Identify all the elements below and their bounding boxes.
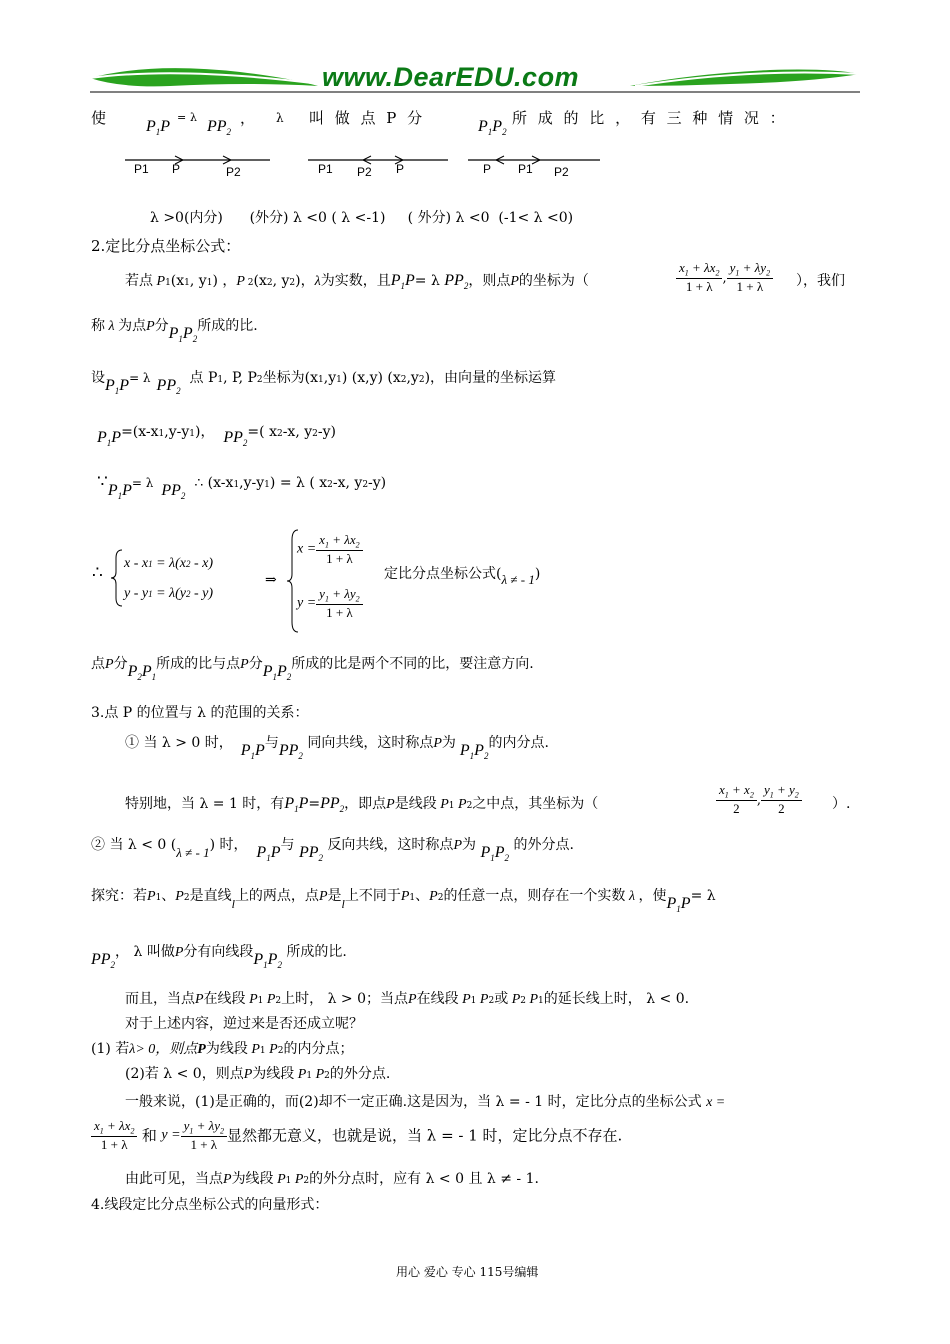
further-l4: (2)若 λ < 0，则点P为线段 P1 P2的外分点. — [125, 1066, 391, 1082]
d1-label-2: P2 — [226, 165, 241, 179]
sec2-line1-end: ），我们 — [796, 273, 845, 289]
implies-symbol: ⇒ — [265, 572, 277, 588]
site-logo[interactable]: www.DearEDU.com — [322, 62, 580, 92]
explore-line1: 探究：若P1、P2是直线l上的两点，点P是l上不同于P1、P2的任意一点，则存在一个实数 λ ，使$P_1P= \lambda$ — [91, 888, 716, 914]
further-l6: $\frac{x_1 + \lambda x_2}{1 + \lambda}$ 和 y = $\frac{y_1 + \lambda y_2}{1 + \lambda}$ 显然都无意义，也就是说，当 λ = - 1 时，定比分点不存在. — [91, 1118, 622, 1153]
further-l7: 由此可见，当点P为线段 P1 P2的外分点时，应有 λ < 0 且 λ ≠ - 1. — [125, 1171, 539, 1187]
further-l5: 一般来说，(1)是正确的，而(2)却不一定正确.这是因为，当 λ = - 1 时，定比分点的坐标公式 x = — [125, 1094, 726, 1110]
left-swoosh — [90, 68, 318, 86]
line1-shi: 使 — [91, 109, 107, 127]
midpoint-formula: $\frac{x_1 + x_2}{2}$ , $\frac{y_1 + y_2}{2}$ — [716, 782, 802, 817]
coord-formula: $\frac{x_1 + \lambda x_2}{1 + \lambda}$ , $\frac{y_1 + \lambda y_2}{1 + \lambda}$ — [676, 260, 773, 295]
therefore-symbol: ∴ — [92, 563, 103, 583]
direction-note: 点P分$P_2P_1$所成的比与点P分$P_1P_2$所成的比是两个不同的比，要注意方向. — [91, 656, 534, 682]
line1-comma: ， — [240, 109, 256, 127]
d2-label-2: P — [396, 162, 405, 176]
line1-lam2: λ — [276, 111, 284, 125]
line1-rest: 叫 做 点 P 分 — [309, 109, 423, 127]
sec2-title: 2.定比分点坐标公式： — [91, 237, 241, 255]
d3-label-0: P — [483, 162, 492, 176]
sec4-title: 4.线段定比分点坐标公式的向量形式： — [91, 1197, 329, 1213]
explore-line2: $PP_2$， λ 叫做P分有向线段$P_1P_2$ 所成的比. — [91, 944, 347, 970]
d1-label-1: P — [172, 162, 181, 176]
further-l1: 而且，当点P在线段 P1 P2上时， λ > 0；当点P在线段 P1 P2或 P2 P1的延长线上时， λ < 0. — [125, 991, 690, 1007]
d3-label-2: P2 — [554, 165, 569, 179]
sec3-case1: ① 当 λ > 0 时， $P_1P$与$PP_2$ 同向共线，这时称点P为 $P_1P_2$的内分点. — [125, 735, 549, 761]
sec3-case2: ② 当 λ < 0 (λ ≠ - 1) 时， $P_1P$与 $PP_2$ 反向共线，这时称点P为 $P_1P_2$ 的外分点. — [91, 837, 574, 863]
vec-p1p2: $P_1P_2$ — [478, 118, 507, 137]
d2-label-0: P1 — [318, 162, 333, 176]
d3-label-1: P1 — [518, 162, 533, 176]
sec3-special: 特别地，当 λ = 1 时，有$P_1P=PP_2$，即点P是线段 P1 P2之中点，其坐标为（ — [125, 795, 599, 814]
formula-name: 定比分点坐标公式(λ ≠ - 1) — [384, 566, 541, 587]
midpoint-close: ）. — [832, 796, 851, 812]
derive-line3: $\because P_1P= \lambda$ $PP_2$ ∴ (x-x1,y-y1) = λ ( x2-x, y2-y) — [97, 472, 387, 501]
sec2-line1: 若点 P1(x1, y1) ，P 2(x2, y2)，λ为实数，且$P_1P= \lambda$ $PP_2$，则点P的坐标为（ — [125, 272, 589, 291]
derive-line2: $P_1P=(x-x1,y-y1)$， $PP_2=$( x2-x, y2-y) — [97, 424, 336, 448]
d2-label-1: P2 — [357, 165, 372, 179]
further-l2: 对于上述内容，逆过来是否还成立呢？ — [125, 1016, 363, 1032]
sys-eq1: x - x1 = λ(x2 - x) — [124, 556, 214, 571]
d1-label-0: P1 — [134, 162, 149, 176]
sec3-title: 3.点 P 的位置与 λ 的范围的关系： — [91, 705, 309, 721]
line1-lam: λ — [190, 111, 197, 124]
page-footer: 用心 爱心 专心 115号编辑 — [396, 1265, 539, 1279]
vec-p1p: $P_1P$ — [146, 118, 171, 137]
left-brace — [110, 548, 124, 608]
further-l3: (1) 若λ> 0，则点P为线段 P1 P2的内分点； — [91, 1041, 354, 1057]
vec-pp2: $PP_2$ — [207, 118, 232, 137]
line1-eq: = — [177, 111, 187, 124]
sys-eq2: y - y1 = λ(y2 - y) — [124, 586, 214, 601]
y-formula: y = $\frac{y_1 + \lambda y_2}{1 + \lambda}$ — [297, 586, 363, 621]
sec2-line2: 称 λ 为点P分$P_1P_2$所成的比. — [91, 318, 258, 344]
cases-line: λ >0(内分) (外分) λ <0 ( λ <-1) ( 外分) λ <0 (-1< λ <0) — [150, 210, 574, 226]
derive-line1: 设$P_1P= \lambda$ $PP_2$ 点 P1, P, P2坐标为(x1,y1) (x,y) (x2,y2)，由向量的坐标运算 — [91, 370, 557, 396]
line1-rest2: 所 成 的 比 ， 有 三 种 情 况 ： — [512, 109, 785, 127]
x-formula: x = $\frac{x_1 + \lambda x_2}{1 + \lambda}$ — [297, 532, 363, 567]
